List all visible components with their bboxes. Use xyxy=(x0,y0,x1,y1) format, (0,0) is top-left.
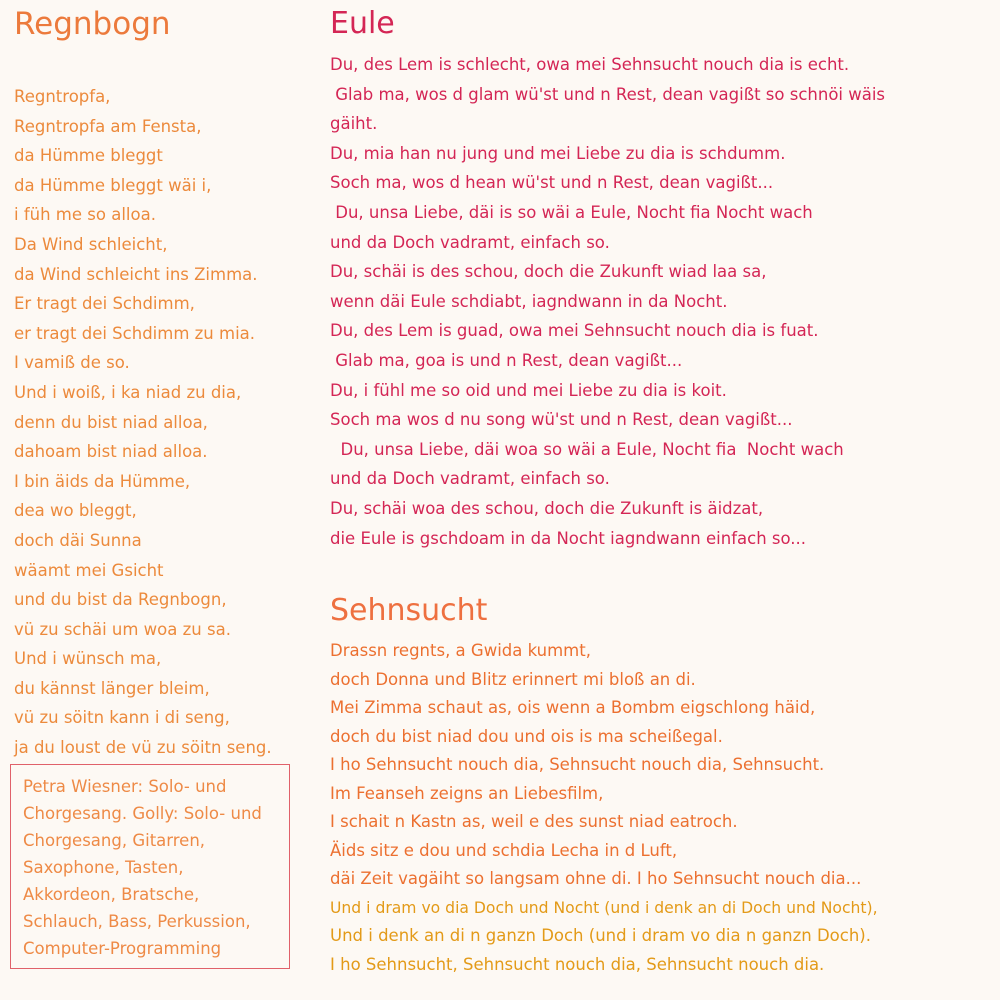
regnbogn-column xyxy=(14,6,319,763)
lyric-line: Mei Zimma schaut as, ois wenn a Bombm eigschlong häid, xyxy=(330,698,816,718)
lyric-line: I vamiß de so. xyxy=(14,353,130,373)
right-column xyxy=(330,6,1000,979)
lyric-line: I bin äids da Hümme, xyxy=(14,471,191,491)
lyric-line: Du, des Lem is schlecht, owa mei Sehnsucht nouch dia is echt. xyxy=(330,55,850,74)
lyric-line: Äids sitz e dou und schdia Lecha in d Luft, xyxy=(330,840,678,860)
sehnsucht-lyrics xyxy=(330,637,1000,979)
lyric-line: vü zu söitn kann i di seng, xyxy=(14,708,230,728)
lyric-line: doch Donna und Blitz erinnert mi bloß an di. xyxy=(330,669,696,689)
lyric-line: dahoam bist niad alloa. xyxy=(14,442,208,462)
sehnsucht-title: Sehnsucht xyxy=(330,593,488,629)
credits-box xyxy=(10,764,290,969)
regnbogn-title: Regnbogn xyxy=(14,6,171,42)
eule-title: Eule xyxy=(330,6,395,41)
lyric-line: Im Feanseh zeigns an Liebesfilm, xyxy=(330,783,604,803)
lyric-line: da Wind schleicht ins Zimma. xyxy=(14,264,258,284)
lyric-line: Da Wind schleicht, xyxy=(14,234,168,254)
lyric-line: Du, i fühl me so oid und mei Liebe zu dia is koit. xyxy=(330,380,727,400)
lyric-line: Du, schäi woa des schou, doch die Zukunft is äidzat, xyxy=(330,498,764,518)
lyric-line: und da Doch vadramt, einfach so. xyxy=(330,469,610,489)
lyric-line: I ho Sehnsucht nouch dia, Sehnsucht nouch dia, Sehnsucht. xyxy=(330,755,825,775)
lyric-line: I schait n Kastn as, weil e des sunst niad eatroch. xyxy=(330,812,738,832)
lyric-line: und da Doch vadramt, einfach so. xyxy=(330,232,610,252)
lyric-line: Soch ma, wos d hean wü'st und n Rest, dean vagißt... xyxy=(330,173,774,193)
lyric-line: er tragt dei Schdimm zu mia. xyxy=(14,323,256,343)
lyric-line: Regntropfa, xyxy=(14,87,111,106)
lyric-line: Und i dram vo dia Doch und Nocht (und i denk an di Doch und Nocht), xyxy=(330,898,878,917)
lyric-line: und du bist da Regnbogn, xyxy=(14,590,227,610)
lyric-line: denn du bist niad alloa, xyxy=(14,412,208,432)
lyric-line: Du, unsa Liebe, däi woa so wäi a Eule, Nocht fia Nocht wach xyxy=(330,439,844,459)
lyric-line: dea wo bleggt, xyxy=(14,501,137,521)
lyric-line: Du, mia han nu jung und mei Liebe zu dia is schdumm. xyxy=(330,143,786,163)
lyric-line: vü zu schäi um woa zu sa. xyxy=(14,619,231,639)
lyric-line: doch däi Sunna xyxy=(14,530,142,550)
lyric-line: wenn däi Eule schdiabt, iagndwann in da Nocht. xyxy=(330,291,728,311)
lyric-line: doch du bist niad dou und ois is ma scheißegal. xyxy=(330,726,723,746)
lyric-line: gäiht. xyxy=(330,114,378,134)
lyric-line: Soch ma wos d nu song wü'st und n Rest, dean vagißt... xyxy=(330,410,793,430)
lyric-line: Glab ma, goa is und n Rest, dean vagißt... xyxy=(330,350,683,370)
lyric-line: Er tragt dei Schdimm, xyxy=(14,294,195,314)
lyric-line: I ho Sehnsucht, Sehnsucht nouch dia, Sehnsucht nouch dia. xyxy=(330,954,825,974)
lyric-line: da Hümme bleggt xyxy=(14,146,163,166)
lyric-line: Du, des Lem is guad, owa mei Sehnsucht nouch dia is fuat. xyxy=(330,321,819,341)
lyric-line: Und i wünsch ma, xyxy=(14,649,162,669)
lyric-line: die Eule is gschdoam in da Nocht iagndwann einfach so... xyxy=(330,528,807,548)
lyric-line: da Hümme bleggt wäi i, xyxy=(14,175,212,195)
lyric-line: Regntropfa am Fensta, xyxy=(14,116,202,136)
regnbogn-lyrics xyxy=(14,82,319,763)
lyric-line: ja du loust de vü zu söitn seng. xyxy=(14,738,272,758)
eule-lyrics xyxy=(330,50,1000,553)
lyric-line: i füh me so alloa. xyxy=(14,205,156,225)
lyric-line: wäamt mei Gsicht xyxy=(14,560,164,580)
lyric-line: du kännst länger bleim, xyxy=(14,678,210,698)
lyric-line: Und i woiß, i ka niad zu dia, xyxy=(14,382,242,402)
lyric-line: Du, unsa Liebe, däi is so wäi a Eule, Nocht fia Nocht wach xyxy=(330,202,813,222)
credits-text: Petra Wiesner: Solo- und Chorgesang. Golly: Solo- und Chorgesang, Gitarren, Saxophone, Tasten, Akkordeon, Bratsche, Schlauch, Bass, Perkussion, Computer-Programming xyxy=(23,777,262,958)
lyric-line: Du, schäi is des schou, doch die Zukunft wiad laa sa, xyxy=(330,262,767,282)
lyric-line: Drassn regnts, a Gwida kummt, xyxy=(330,641,591,661)
lyric-line: Glab ma, wos d glam wü'st und n Rest, dean vagißt so schnöi wäis xyxy=(330,84,886,104)
lyric-line: Und i denk an di n ganzn Doch (und i dram vo dia n ganzn Doch). xyxy=(330,926,871,946)
lyric-line: däi Zeit vagäiht so langsam ohne di. I ho Sehnsucht nouch dia... xyxy=(330,869,862,889)
